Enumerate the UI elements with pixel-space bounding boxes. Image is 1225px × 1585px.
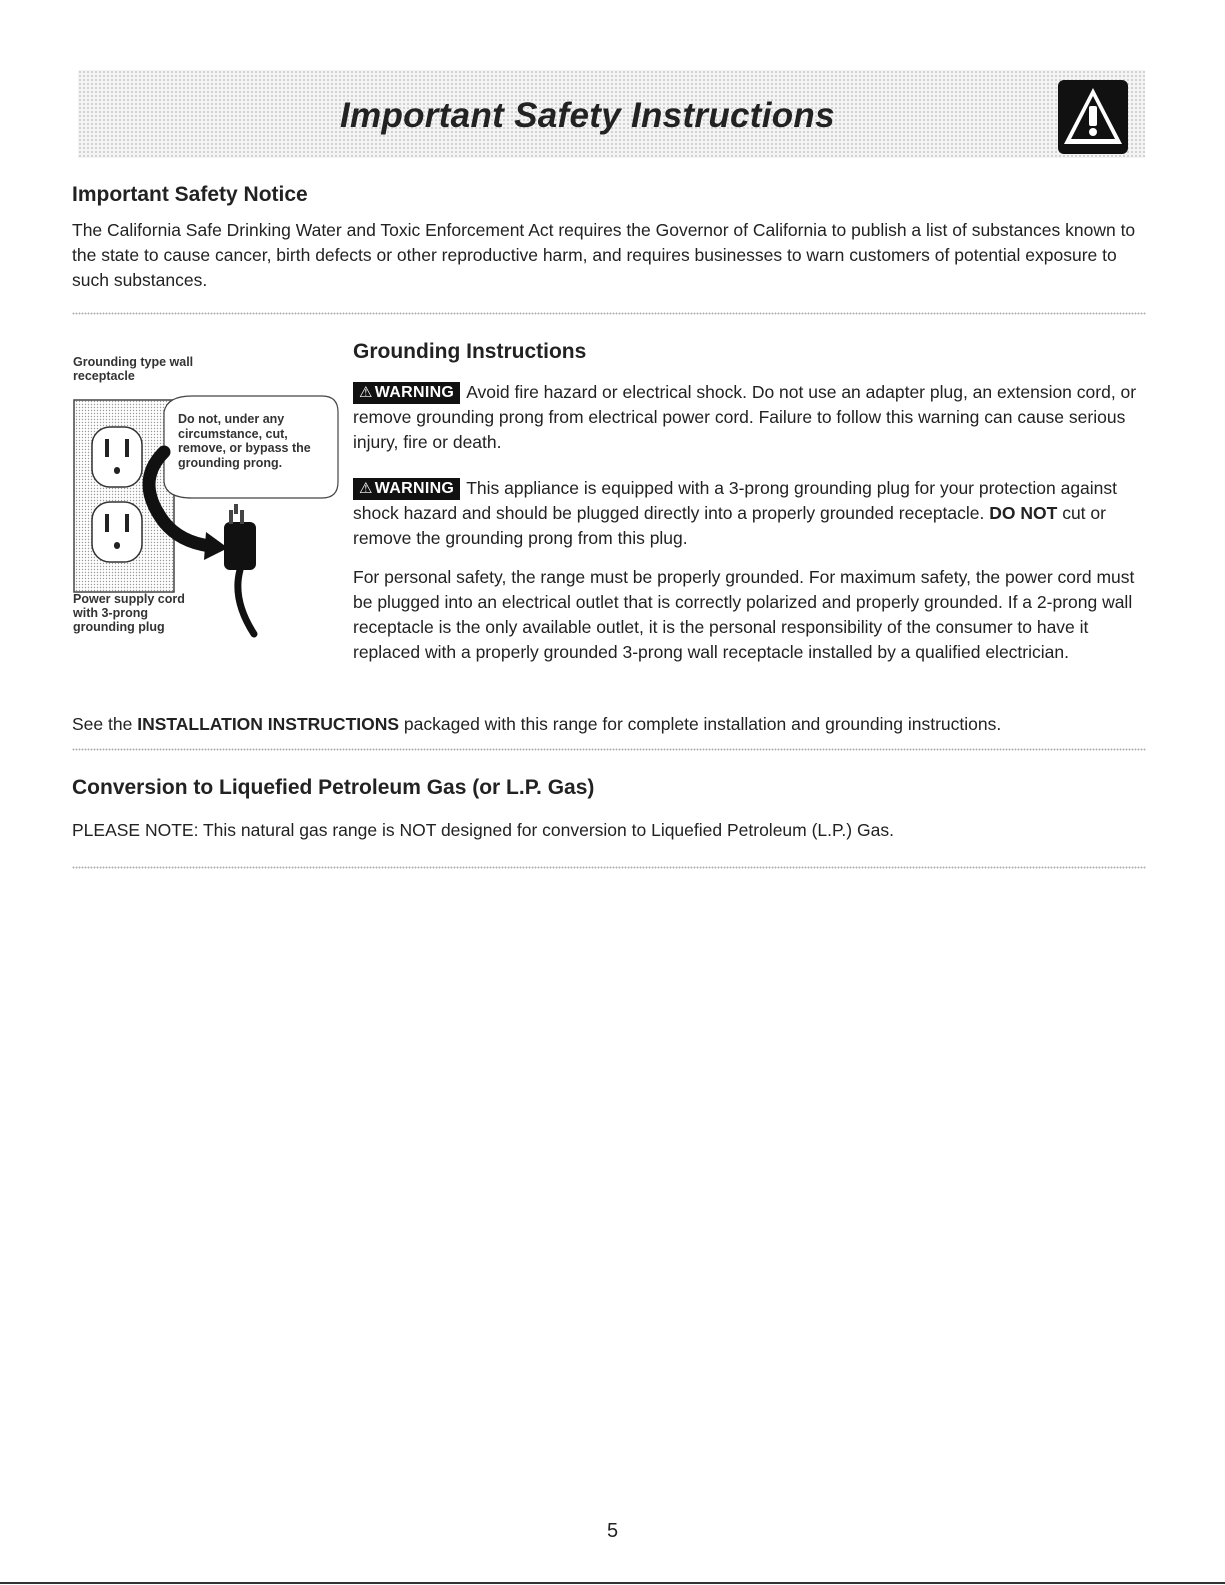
bottom-rule <box>0 1582 1225 1584</box>
safety-notice-body: The California Safe Drinking Water and Toxic Enforcement Act requires the Governor of California to publish a list of substances known to the state to cause cancer, birth defects or other reproductive harm, and requires businesses to warn customers of potential exposure to such substances. <box>72 220 1136 290</box>
divider <box>72 748 1146 751</box>
warning-paragraph-1: ⚠ WARNING Avoid fire hazard or electrical shock. Do not use an adapter plug, an extension cord, or remove grounding prong from electrical power cord. Failure to follow this warning can cause serious injury, fire or death. <box>353 382 1137 452</box>
page-title: Important Safety Instructions <box>340 96 835 135</box>
page-number: 5 <box>606 1520 619 1542</box>
divider <box>72 312 1146 315</box>
receptacle-label: Grounding type wall receptacle <box>73 355 194 383</box>
personal-safety-paragraph: For personal safety, the range must be properly grounded. For maximum safety, the power cord must be plugged into an electrical outlet that is correctly polarized and properly grounded. If a 2-prong wall receptacle is the only available outlet, it is the personal responsibility of the consumer to have it replaced with a properly grounded 3-prong wall receptacle installed by a qualified electrician. <box>353 567 1135 662</box>
cord-label: Power supply cord with 3-prong grounding plug <box>73 592 185 634</box>
callout-text: Do not, under any circumstance, cut, remove, or bypass the grounding prong. <box>178 412 311 470</box>
warning-triangle-icon: ⚠ <box>359 480 373 497</box>
conversion-heading: Conversion to Liquefied Petroleum Gas (or L.P. Gas) <box>72 776 595 799</box>
grounding-heading: Grounding Instructions <box>353 340 587 363</box>
warning-triangle-icon <box>1058 80 1128 154</box>
installation-note: See the INSTALLATION INSTRUCTIONS packaged with this range for complete installation and grounding instructions. <box>72 714 1002 734</box>
conversion-body: PLEASE NOTE: This natural gas range is NOT designed for conversion to Liquefied Petroleum (L.P.) Gas. <box>72 820 894 840</box>
warning-triangle-icon: ⚠ <box>359 384 373 401</box>
warning-paragraph-2: ⚠ WARNING This appliance is equipped with a 3-prong grounding plug for your protection against shock hazard and should be plugged directly into a properly grounded receptacle. DO NOT cut or remove the grounding prong from this plug. <box>353 478 1118 548</box>
safety-notice-heading: Important Safety Notice <box>72 183 308 206</box>
warning-badge: ⚠ WARNING <box>353 478 460 500</box>
divider <box>72 866 1146 869</box>
warning-badge: ⚠ WARNING <box>353 382 460 404</box>
